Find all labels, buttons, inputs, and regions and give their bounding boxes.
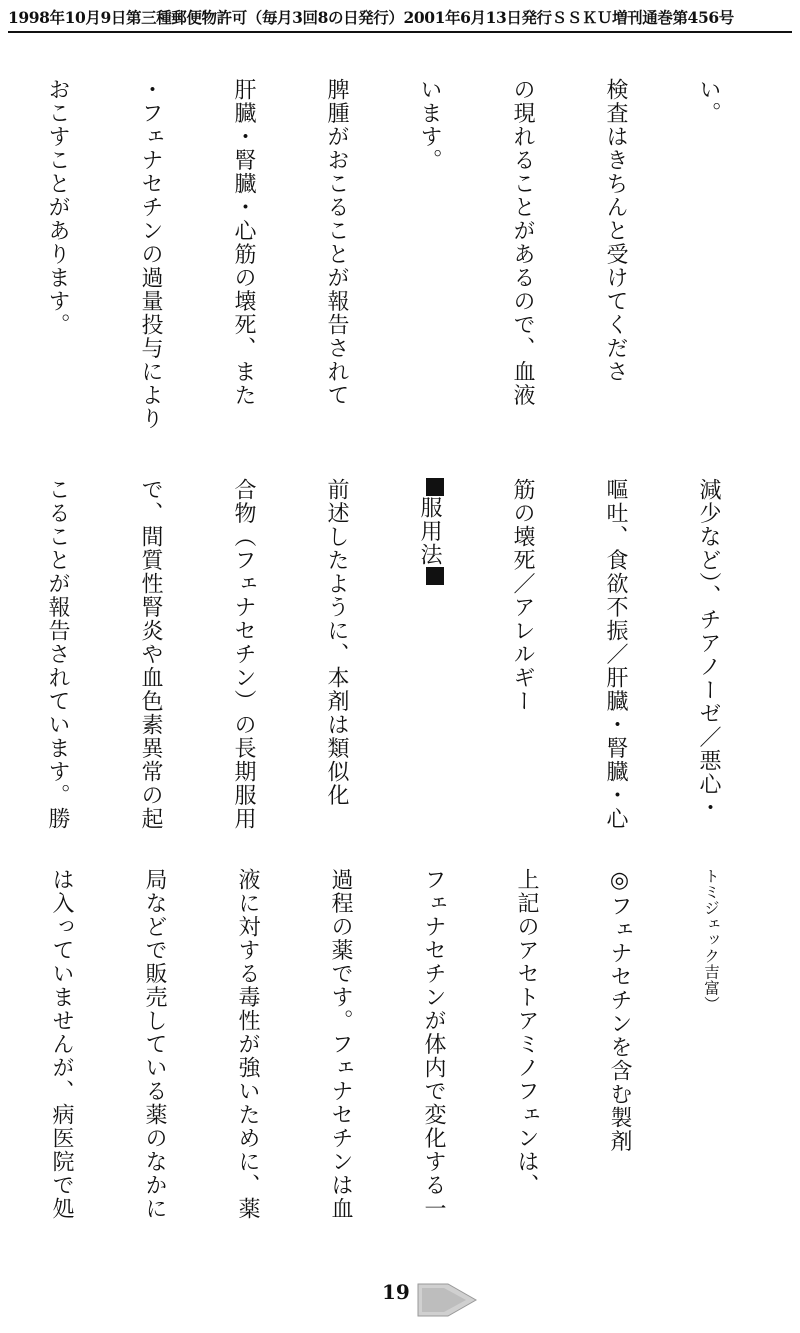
usage-and-products-section (45, 478, 786, 838)
publication-header: 1998年10月9日第三種郵便物許可（毎月3回8の日発行）2001年6月13日発行ＳＳＫＵ増刊通巻第456号 (8, 6, 792, 33)
section-heading: 服用法 (414, 478, 445, 838)
phenacetin-line: 上記のアセトアミノフェンは、 (514, 868, 539, 1197)
heading-square-icon (426, 567, 444, 585)
side-effect-line: 筋の壊死／アレルギー (510, 478, 535, 713)
product-line: トミジェック吉富） (702, 868, 720, 1012)
phenacetin-line: フェナセチンが体内で変化する一 (421, 868, 446, 1221)
continued-text: い。 (696, 78, 721, 125)
side-effect-line: 嘔吐、食欲不振／肝臓・腎臓・心 (603, 478, 628, 831)
bullet-line: 肝臓・腎臓・心筋の壊死、また (231, 78, 256, 407)
bullet-line: おこすことがあります。 (45, 78, 70, 337)
continued-text: の現れることがあるので、血液 (510, 78, 535, 407)
phenacetin-line: 局などで販売している薬のなかに (142, 868, 167, 1221)
next-page-arrow-icon (408, 1276, 478, 1316)
side-effect-line: 減少など）、チアノーゼ／悪心・ (696, 478, 721, 820)
bullet-line: ・フェナセチンの過量投与により (138, 78, 163, 431)
subheading: ◎フェナセチンを含む製剤 (607, 868, 632, 1153)
heading-square-icon (426, 478, 444, 496)
side-effects-section (45, 78, 786, 458)
bullet-line: います。 (417, 78, 442, 172)
bullet-line: 脾腫がおこることが報告されて (324, 78, 349, 407)
usage-line: こることが報告されています。勝 (45, 478, 70, 831)
continued-text: 検査はきちんと受けてくださ (603, 78, 628, 384)
page-number: 19 (382, 1280, 410, 1304)
phenacetin-line: 液に対する毒性が強いために、薬 (235, 868, 260, 1221)
phenacetin-line: は入っていませんが、病医院で処 (49, 868, 74, 1221)
usage-line: で、間質性腎炎や血色素異常の起 (138, 478, 163, 831)
usage-line: 合物（フェナセチン）の長期服用 (231, 478, 256, 831)
phenacetin-line: 過程の薬です。フェナセチンは血 (328, 868, 353, 1221)
phenacetin-section (49, 868, 786, 1221)
usage-line: 前述したように、本剤は類似化 (324, 478, 349, 807)
